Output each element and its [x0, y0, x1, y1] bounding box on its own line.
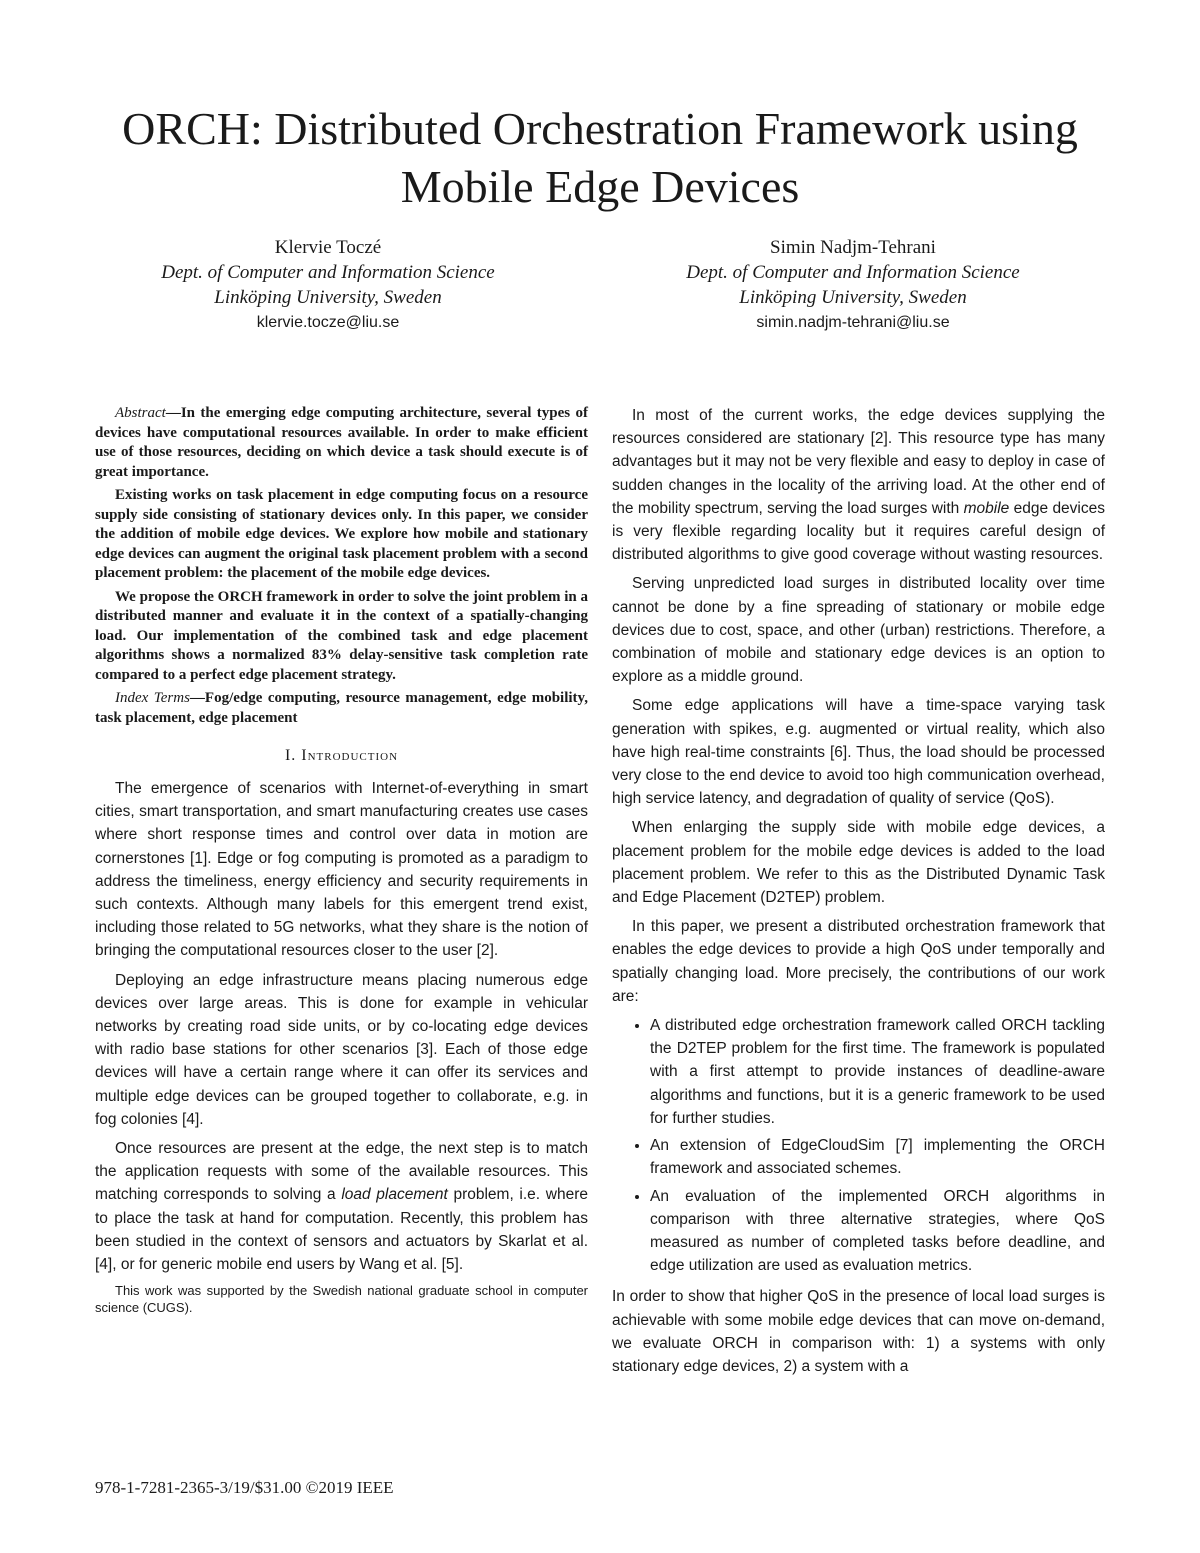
index-terms: Index Terms—Fog/edge computing, resource management, edge mobility, task placement, edge placement: [95, 690, 588, 726]
title-line-1: ORCH: Distributed Orchestration Framework using: [122, 103, 1078, 154]
abstract: [95, 404, 588, 728]
author-email[interactable]: simin.nadjm-tehrani@liu.se: [756, 314, 950, 331]
emphasis: load placement: [341, 1186, 448, 1204]
body-paragraph: Deploying an edge infrastructure means placing numerous edge devices over large areas. This is done for example in vehicular networks by creating road side units, or by co-locating edge devices with radio base stations for other scenarios [3]. Each of those edge devices will have a certain range where it can offer its services and multiple edge devices can be grouped together to collaborate, e.g. in fog colonies [4].: [95, 971, 588, 1128]
intro-left-text: [95, 777, 588, 1316]
emphasis: mobile: [963, 499, 1010, 517]
abstract-paragraph: Existing works on task placement in edge computing focus on a resource supply side consisting of stationary devices only. In this paper, we consider the addition of mobile edge devices. We explore how mobile and stationary edge devices can augment the original task placement problem with a second placement problem: the placement of the mobile edge devices.: [95, 487, 588, 581]
body-paragraph: In most of the current works, the edge devices supplying the resources considered are stationary [2]. This resource type has many advantages but it may not be very flexible and easy to deploy in case of sudden changes in the locality of the arriving load. At the other end of the mobility spectrum, serving the load surges with mobile edge devices is very flexible regarding locality but it requires careful design of distributed algorithms to give good coverage without wasting resources.: [612, 407, 1105, 564]
body-paragraph: When enlarging the supply side with mobile edge devices, a placement problem for the mobile edge devices is added to the load placement problem. We refer to this as the Distributed Dynamic Task and Edge Placement (D2TEP) problem.: [612, 819, 1105, 907]
author-block-1: [88, 235, 568, 335]
abstract-paragraph: Abstract—In the emerging edge computing architecture, several types of devices have computational resources available. In order to make efficient use of those resources, deciding on which device a task should execute is of great importance.: [95, 405, 588, 480]
author-block-2: [613, 235, 1093, 335]
body-paragraph: Serving unpredicted load surges in distributed locality over time cannot be done by a fine spreading of stationary or mobile edge devices due to cost, space, and other (urban) restrictions. Therefore, a combination of mobile and stationary edge devices is an option to explore as a middle ground.: [612, 575, 1105, 686]
author-name: Klervie Toczé: [274, 237, 382, 258]
body-paragraph: Some edge applications will have a time-space varying task generation with spikes, e.g. augmented or virtual reality, which also have high real-time constraints [6]. Thus, the load should be processed very close to the end device to avoid too high communication overhead, high service latency, and degradation of quality of service (QoS).: [612, 697, 1105, 808]
body-paragraph: The emergence of scenarios with Internet-of-everything in smart cities, smart transportation, and smart manufacturing creates use cases where short response times and control over data in motion are cornerstones [1]. Edge or fog computing is promoted as a paradigm to address the timeliness, energy efficiency and security requirements in such contexts. Although many labels for this emergent trend exist, including those related to 5G networks, what they share is the notion of bringing the computational resources closer to the user [2].: [95, 780, 588, 960]
author-dept: Dept. of Computer and Information Science: [686, 262, 1020, 283]
author-university: Linköping University, Sweden: [739, 287, 967, 308]
left-column: [95, 404, 588, 1322]
copyright-footer: 978-1-7281-2365-3/19/$31.00 ©2019 IEEE: [95, 1478, 394, 1497]
footnote: This work was supported by the Swedish national graduate school in computer science (CUGS).: [95, 1283, 588, 1316]
section-title: Introduction: [301, 747, 399, 764]
abstract-label: Abstract: [115, 405, 166, 421]
right-column: [612, 404, 1105, 1384]
index-terms-label: Index Terms: [115, 690, 190, 706]
title-line-2: Mobile Edge Devices: [400, 161, 800, 212]
list-item: • An extension of EdgeCloudSim [7] implementing the ORCH framework and associated schemes.: [650, 1134, 1105, 1180]
author-university: Linköping University, Sweden: [214, 287, 442, 308]
author-email[interactable]: klervie.tocze@liu.se: [256, 314, 400, 331]
author-name: Simin Nadjm-Tehrani: [770, 237, 936, 258]
body-paragraph: Once resources are present at the edge, the next step is to match the application requests with some of the available resources. This matching corresponds to solving a load placement problem, i.e. where to place the task at hand for computation. Recently, this problem has been studied in the context of sensors and actuators by Skarlat et al. [4], or for generic mobile end users by Wang et al. [5].: [95, 1140, 588, 1274]
body-paragraph: In order to show that higher QoS in the presence of local load surges is achievable with some mobile edge devices that can move on-demand, we evaluate ORCH in comparison with: 1) a systems with only stationary edge devices, 2) a system with a: [612, 1288, 1105, 1375]
section-heading: [95, 744, 588, 767]
list-item: • An evaluation of the implemented ORCH algorithms in comparison with three alternative strategies, where QoS measured as number of completed tasks before deadline, and edge utilization are used as evaluation metrics.: [650, 1185, 1105, 1278]
author-dept: Dept. of Computer and Information Science: [161, 262, 495, 283]
contributions-list: [612, 1014, 1105, 1277]
section-number: I.: [284, 747, 297, 764]
list-item: • A distributed edge orchestration framework called ORCH tackling the D2TEP problem for the first time. The framework is populated with a first attempt to provide instances of deadline-aware algorithms and functions, but it is a generic framework to be used for further studies.: [650, 1014, 1105, 1130]
body-paragraph: In this paper, we present a distributed orchestration framework that enables the edge devices to provide a high QoS under temporally and spatially changing load. More precisely, the contributions of our work are:: [612, 918, 1105, 1005]
paper-title: [60, 100, 1140, 216]
abstract-paragraph: We propose the ORCH framework in order to solve the joint problem in a distributed manner and evaluate it in the context of a spatially-changing load. Our implementation of the combined task and edge placement algorithms shows a normalized 83% delay-sensitive task completion rate compared to a perfect edge placement strategy.: [95, 588, 588, 683]
